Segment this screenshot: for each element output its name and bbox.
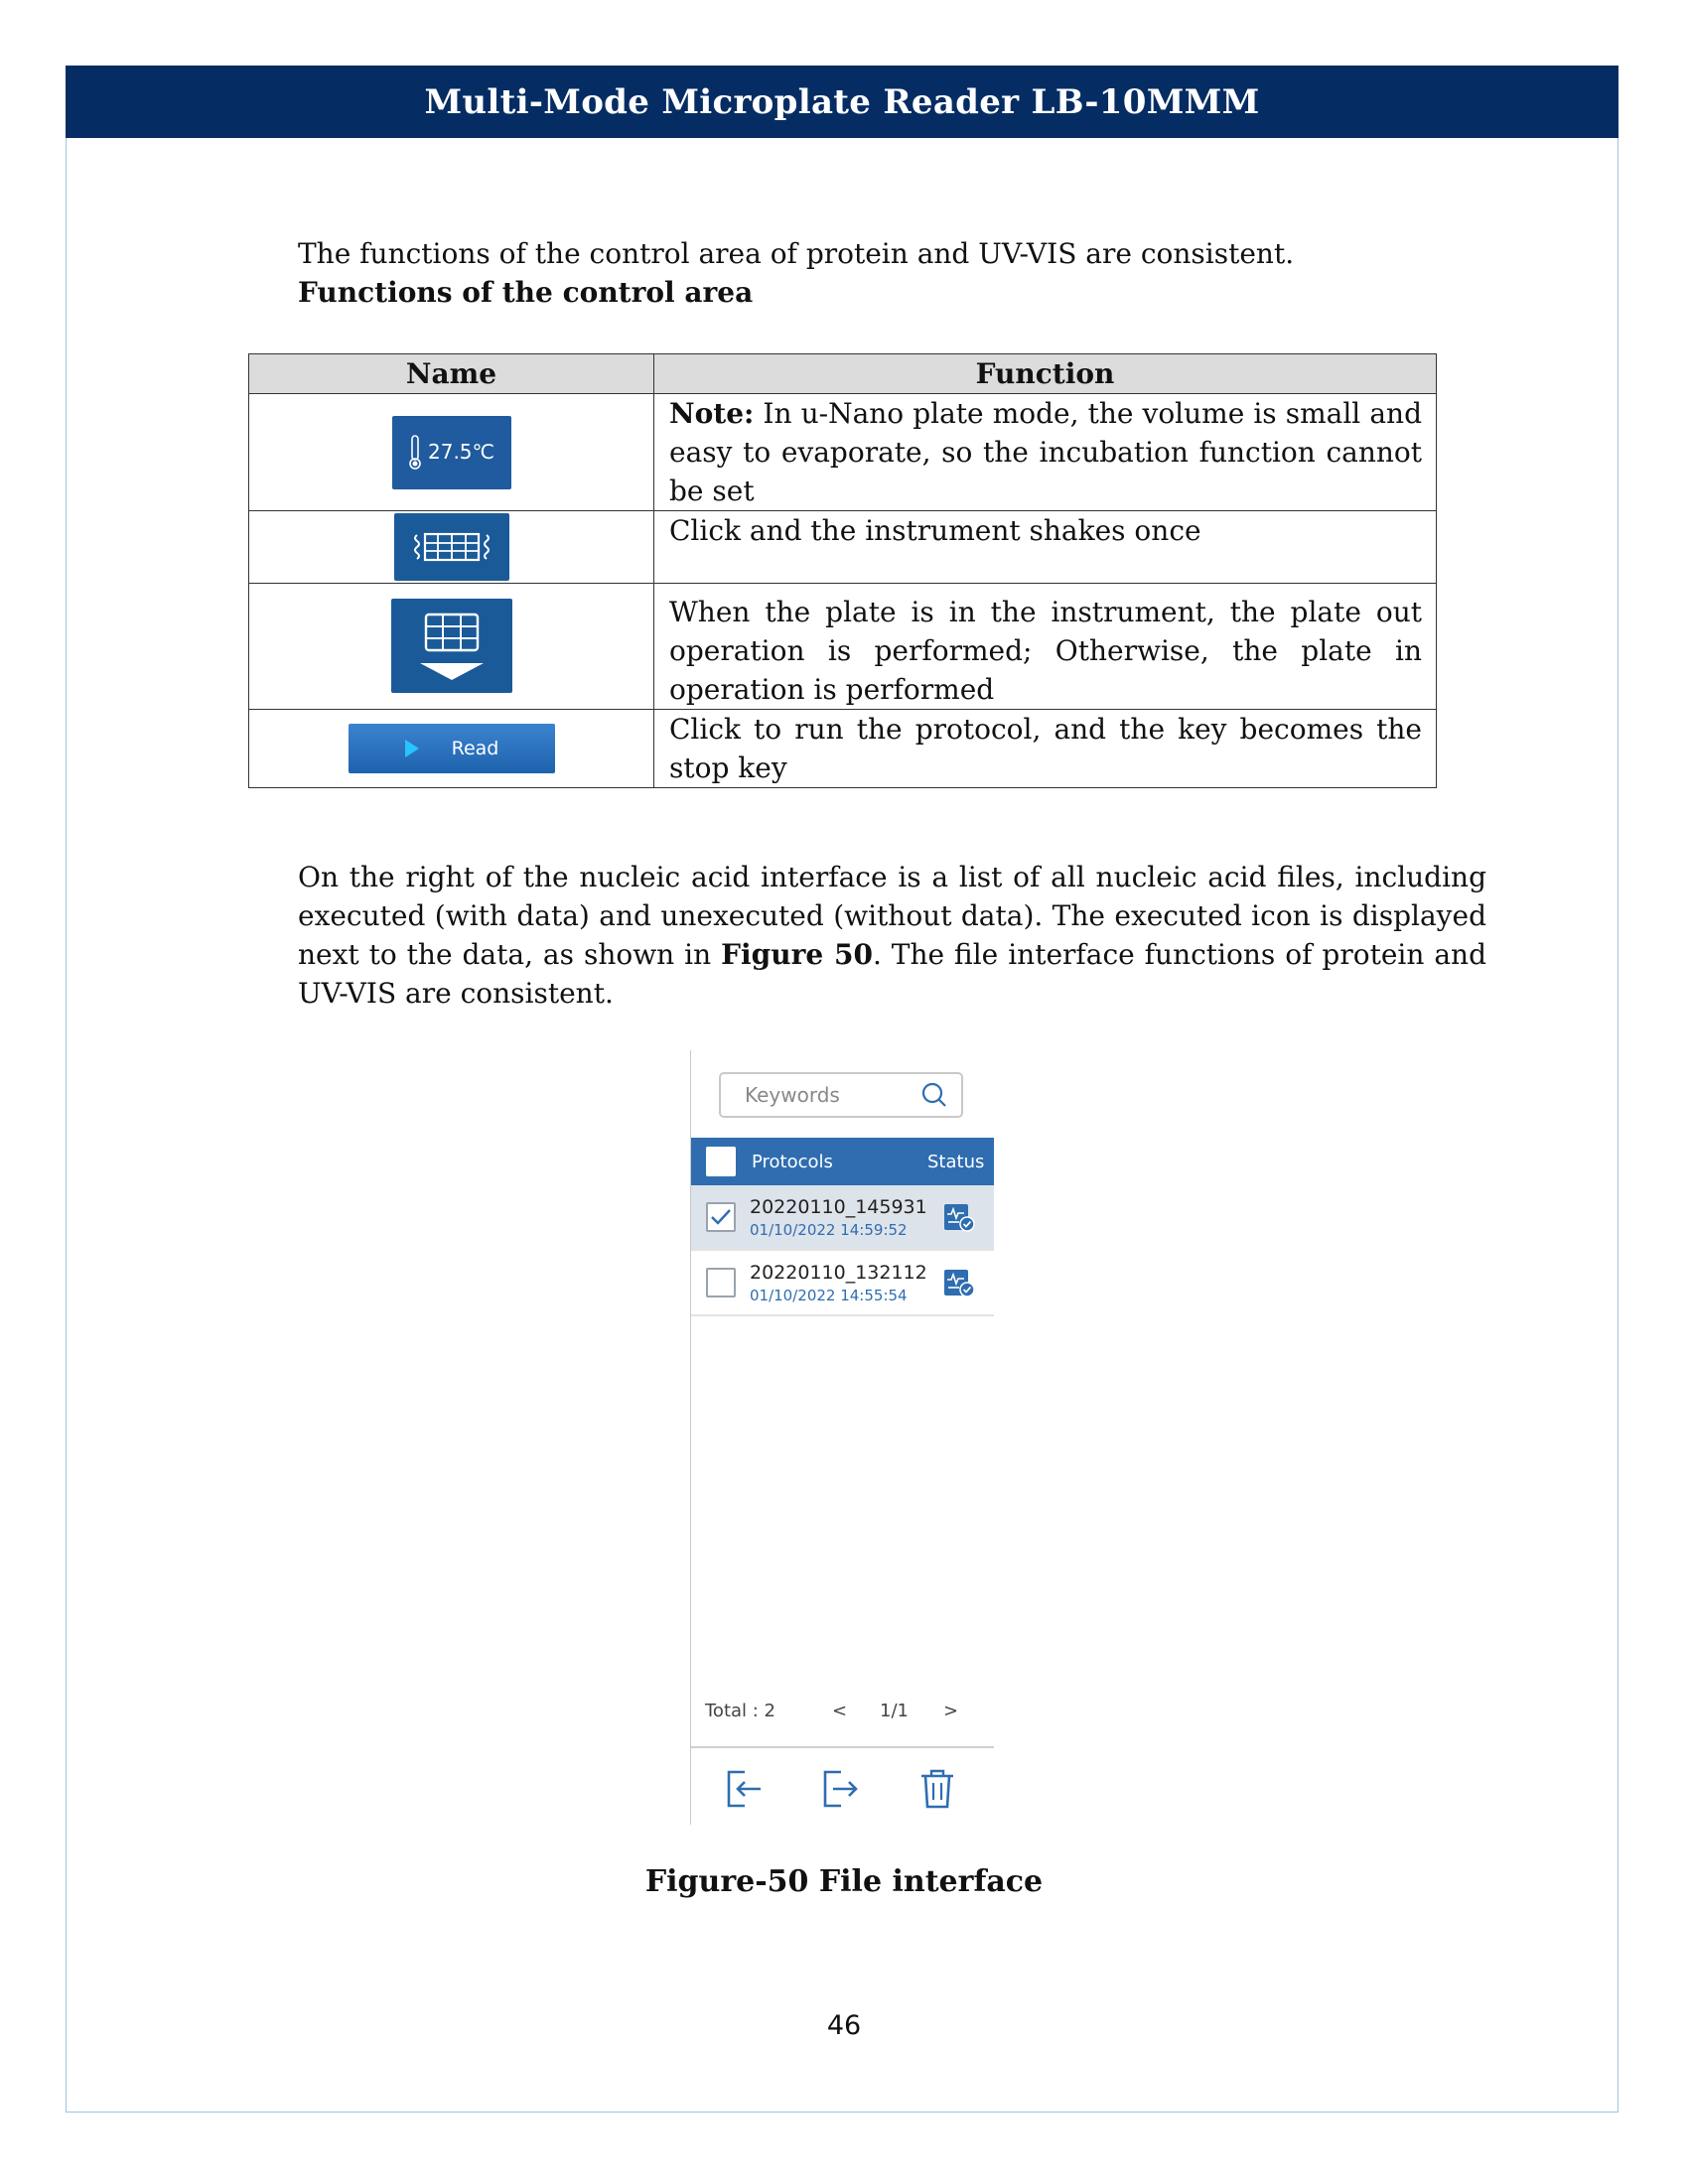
file-toolbar [691,1760,994,1816]
table-row [249,710,1437,788]
previous-page-button[interactable]: < [832,1700,848,1721]
read-label: Read [451,737,499,759]
table-header-row [249,354,1437,394]
table-row [249,394,1437,511]
play-icon [404,739,420,758]
pagination-bar [691,1691,994,1730]
file-interface-screenshot [690,1050,994,1825]
select-all-checkbox[interactable] [706,1147,736,1176]
import-icon[interactable] [725,1768,765,1810]
total-count: Total : 2 [705,1700,775,1721]
executed-status-icon [942,1201,976,1233]
function-text: Click to run the protocol, and the key becomes the stop key [669,713,1422,784]
function-text: In u-Nano plate mode, the volume is small and easy to evaporate, so the incubation function cannot be set [669,397,1422,507]
function-text: Click and the instrument shakes once [669,514,1201,547]
intro-section [298,234,1489,312]
temperature-control-button [392,416,511,489]
name-cell [249,511,654,584]
file-list-paragraph [298,858,1486,1013]
file-name: 20220110_145931 [750,1196,927,1218]
check-icon [710,1208,732,1226]
control-functions-table [248,353,1437,788]
function-cell [654,394,1437,511]
plate-eject-icon [412,609,492,684]
document-title: Multi-Mode Microplate Reader LB-10MMM [424,81,1260,122]
note-label: Note: [669,397,755,430]
shake-plate-icon [407,527,496,567]
paragraph-text: . The file interface functions of protein and UV-VIS are consistent. [298,938,1486,1010]
name-cell [249,394,654,511]
function-cell [654,511,1437,584]
table-row [249,511,1437,584]
protocols-column-header: Protocols [752,1151,833,1172]
export-icon[interactable] [821,1768,861,1810]
section-heading: Functions of the control area [298,276,754,309]
file-info [750,1260,942,1305]
shake-control-button [394,513,509,581]
page-indicator: 1/1 [880,1700,909,1721]
status-column-header: Status [927,1151,985,1172]
file-row[interactable] [691,1251,994,1316]
page-number: 46 [826,2010,862,2041]
file-checkbox[interactable] [706,1268,736,1297]
thermometer-icon [408,435,422,471]
temperature-value: 27.5℃ [428,440,494,464]
search-box[interactable] [719,1072,963,1118]
header-name: Name [249,354,654,394]
function-cell [654,584,1437,710]
delete-icon[interactable] [919,1768,955,1810]
read-button [349,724,555,773]
file-date: 01/10/2022 14:59:52 [750,1221,908,1239]
search-placeholder: Keywords [745,1083,840,1107]
search-icon[interactable] [921,1082,947,1108]
header-function: Function [654,354,1437,394]
name-cell [249,710,654,788]
name-cell [249,584,654,710]
divider [691,1746,994,1748]
file-row[interactable] [691,1185,994,1251]
figure-caption: Figure-50 File interface [644,1864,1044,1899]
executed-status-icon [942,1267,976,1298]
function-cell [654,710,1437,788]
function-text: When the plate is in the instrument, the plate out operation is performed; Otherwise, the plate in operation is performed [669,596,1422,706]
file-info [750,1194,942,1240]
document-header [66,66,1618,138]
file-date: 01/10/2022 14:55:54 [750,1287,908,1304]
next-page-button[interactable]: > [943,1700,959,1721]
file-name: 20220110_132112 [750,1262,927,1284]
table-row [249,584,1437,710]
intro-text: The functions of the control area of protein and UV-VIS are consistent. [298,237,1295,270]
file-checkbox-checked[interactable] [706,1202,736,1232]
figure-reference: Figure 50 [721,938,873,971]
plate-in-out-control-button [391,599,512,693]
paragraph-text: On the right of the nucleic acid interface is a list of all nucleic acid files, including executed (with data) and unexecuted (without data). The executed icon is displayed next to the data, as shown in [298,861,1486,971]
file-list-header [691,1138,994,1185]
